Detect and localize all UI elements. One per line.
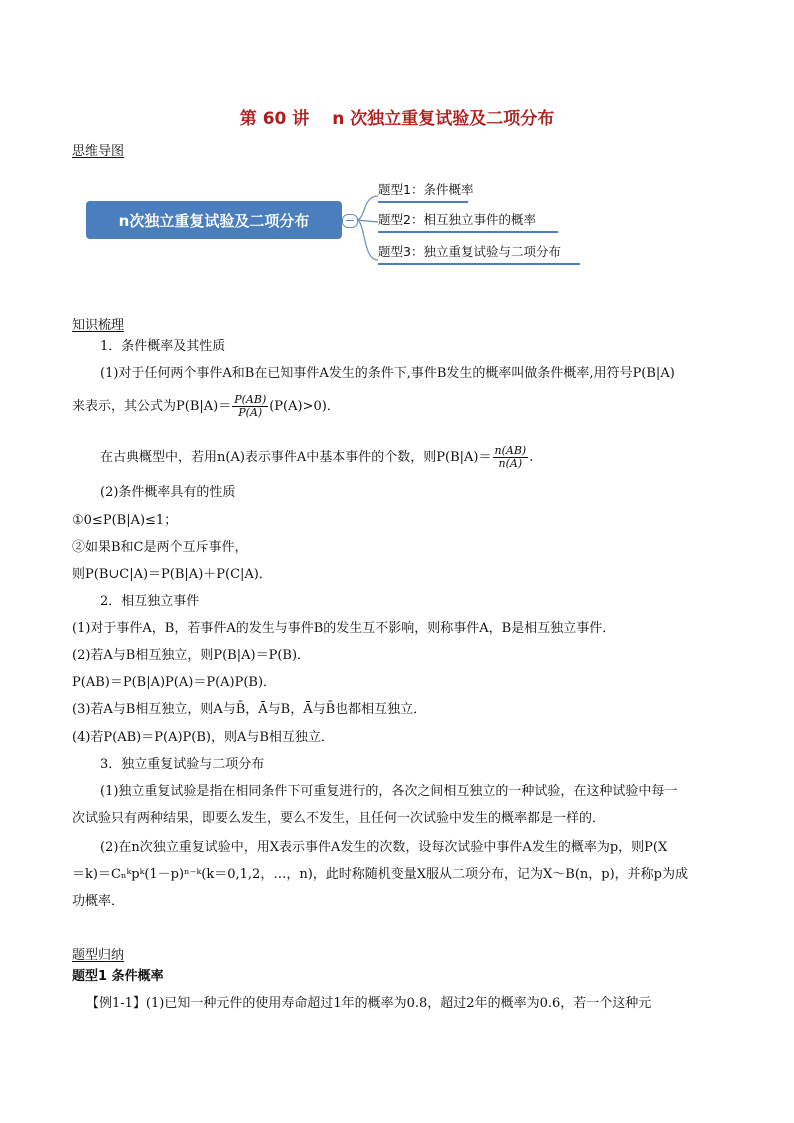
s1-p2-suffix: .	[529, 450, 534, 465]
mindmap-branch-2: 题型2：相互独立事件的概率	[378, 210, 558, 233]
mindmap-heading: 思维导图	[72, 144, 125, 159]
fraction-numerator: n(AB)	[494, 444, 527, 457]
section-1-title: 1．条件概率及其性质	[100, 339, 226, 354]
s1-formula-line	[72, 394, 732, 419]
s1-para-4: ①0≤P(B|A)≤1；	[72, 513, 178, 528]
s1-formula-prefix: 来表示，其公式为P(B|A)＝	[72, 399, 232, 414]
s3-para-1b: 次试验只有两种结果，即要么发生，要么不发生，且任何一次试验中发生的概率都是一样的．	[72, 811, 606, 826]
section-3-title: 3．独立重复试验与二项分布	[100, 757, 265, 772]
s3-para-1a: (1)独立重复试验是指在相同条件下可重复进行的，各次之间相互独立的一种试验，在这种试验中每一	[100, 784, 678, 799]
mindmap-branch-1: 题型1：条件概率	[378, 180, 468, 203]
types-heading: 题型归纳	[72, 948, 125, 963]
s2-para-2: (2)若A与B相互独立，则P(B|A)＝P(B)．	[72, 648, 311, 663]
fraction-denominator: P(A)	[238, 406, 263, 419]
s3-para-2a: (2)在n次独立重复试验中，用X表示事件A发生的次数，设每次试验中事件A发生的概率为p，则P(X	[100, 840, 668, 855]
s2-para-1: (1)对于事件A，B，若事件A的发生与事件B的发生互不影响，则称事件A，B是相互独立事件．	[72, 621, 616, 636]
s2-para-4: (3)若A与B相互独立，则A与B̄，Ā与B，Ā与B̄也都相互独立．	[72, 702, 427, 717]
s2-para-5: (4)若P(AB)＝P(A)P(B)，则A与B相互独立．	[72, 730, 334, 745]
s3-para-2b: ＝k)＝Cₙᵏpᵏ(1－p)ⁿ⁻ᵏ(k＝0,1,2，…，n)，此时称随机变量X服从二项分布，记为X～B(n，p)，并称p为成	[72, 867, 688, 882]
s1-formula-suffix: (P(A)>0)．	[269, 399, 340, 414]
page-title: 第 60 讲 n 次独立重复试验及二项分布	[239, 109, 555, 129]
section-2-title: 2．相互独立事件	[100, 594, 200, 609]
mindmap-branch-3: 题型3：独立重复试验与二项分布	[378, 242, 580, 265]
s2-para-3: P(AB)＝P(B|A)P(A)＝P(A)P(B)．	[72, 675, 277, 690]
fraction-numerator: P(AB)	[234, 393, 267, 406]
s3-para-2c: 功概率．	[72, 894, 125, 909]
conditional-fraction	[232, 394, 268, 419]
collapse-icon	[342, 214, 358, 228]
s1-para-5: ②如果B和C是两个互斥事件，	[72, 540, 248, 555]
knowledge-heading: 知识梳理	[72, 318, 125, 333]
mindmap-root-node: n次独立重复试验及二项分布	[86, 201, 342, 239]
classical-fraction	[493, 445, 529, 470]
s1-para-1a: (1)对于任何两个事件A和B在已知事件A发生的条件下,事件B发生的概率叫做条件概率,用符号P(B|A)	[100, 366, 675, 381]
s1-para-2	[100, 445, 740, 470]
s1-para-3: (2)条件概率具有的性质	[100, 485, 236, 500]
fraction-denominator: n(A)	[498, 457, 523, 470]
s1-para-6: 则P(B∪C|A)＝P(B|A)＋P(C|A)．	[72, 567, 272, 582]
example-1-1: 【例1-1】(1)已知一种元件的使用寿命超过1年的概率为0.8，超过2年的概率为0.6，若一个这种元	[86, 996, 652, 1011]
s1-p2-prefix: 在古典概型中，若用n(A)表示事件A中基本事件的个数，则P(B|A)＝	[100, 450, 492, 465]
type-1-title: 题型1 条件概率	[72, 969, 164, 984]
